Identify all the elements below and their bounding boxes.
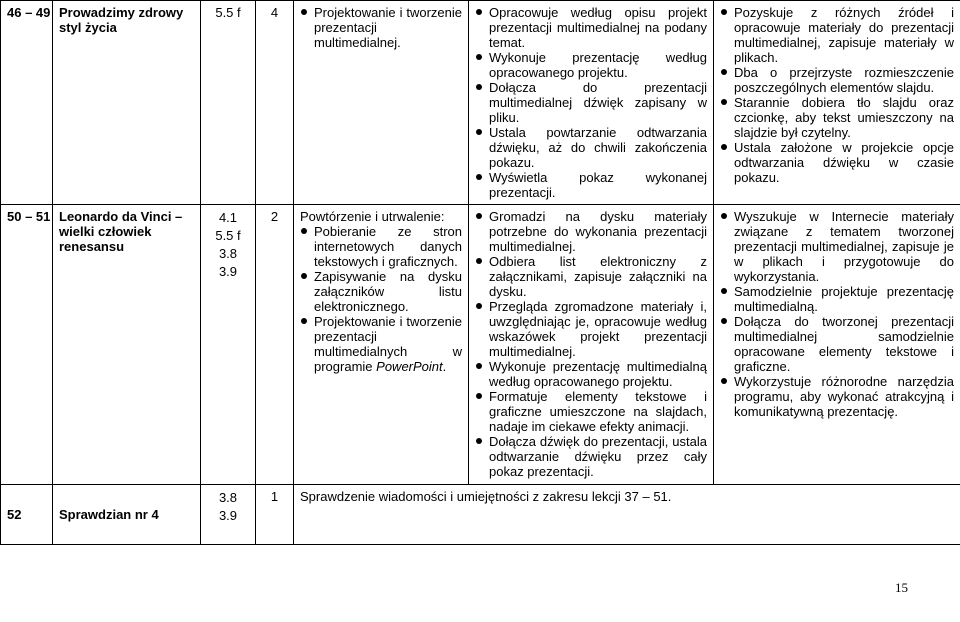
list-item: Przegląda zgromadzone materiały i, uwzględniając je, opracowuje według wskazówek projekt prezentacji multimedialnej. [475,299,707,359]
hours-count: 2 [256,205,294,485]
list-item: Ustala powtarzanie odtwarzania dźwięku, aż do chwili zakończenia pokazu. [475,125,707,170]
hours-count: 1 [256,485,294,545]
table-row [1,205,960,485]
list-item: Zapisywanie na dysku załączników listu elektronicznego. [300,269,462,314]
list-item: Pobieranie ze stron internetowych danych tekstowych i graficznych. [300,224,462,269]
list-item-text: Projektowanie i tworzenie prezentacji multimedialnych w programie [314,314,462,374]
list-item: Opracowuje według opisu projekt prezentacji multimedialnej na podany temat. [475,5,707,50]
lesson-topic: Sprawdzian nr 4 [53,485,201,545]
extended-requirements [714,1,960,205]
lesson-content [294,1,469,205]
table-row [1,1,960,205]
list-item: Wykonuje prezentację według opracowanego projektu. [475,50,707,80]
list-item-tail: . [442,359,447,374]
curriculum-codes [201,485,256,545]
code: 3.9 [218,264,238,279]
basic-requirements [469,205,714,485]
code: 4.1 [218,210,238,225]
code: 5.5 f [215,5,241,20]
test-summary: Sprawdzenie wiadomości i umiejętności z zakresu lekcji 37 – 51. [294,485,960,545]
code: 3.8 [218,490,238,505]
lesson-content [294,205,469,485]
basic-requirements [469,1,714,205]
list-item: Dba o przejrzyste rozmieszczenie poszczególnych elementów slajdu. [720,65,954,95]
list-item: Gromadzi na dysku materiały potrzebne do wykonania prezentacji multimedialnej. [475,209,707,254]
curriculum-codes [201,1,256,205]
list-item: Wyświetla pokaz wykonanej prezentacji. [475,170,707,200]
hours-count: 4 [256,1,294,205]
list-item: Odbiera list elektroniczny z załącznikami, zapisuje załączniki na dysku. [475,254,707,299]
code: 3.9 [218,508,238,523]
lesson-topic: Prowadzimy zdrowy styl życia [53,1,201,205]
list-item: Samodzielnie projektuje prezentację multimedialną. [720,284,954,314]
code: 3.8 [218,246,238,261]
list-item: Dołącza dźwięk do prezentacji, ustala odtwarzanie dźwięku przez cały pokaz prezentacji. [475,434,707,479]
program-name: PowerPoint [376,359,443,374]
extended-requirements [714,205,960,485]
list-item: Projektowanie i tworzenie prezentacji multimedialnej. [300,5,462,50]
lesson-topic: Leonardo da Vinci – wielki człowiek renesansu [53,205,201,485]
list-item: Starannie dobiera tło slajdu oraz czcionkę, aby tekst umieszczony na slajdzie był czytelny. [720,95,954,140]
list-item: Wykorzystuje różnorodne narzędzia programu, aby wykonać atrakcyjną i komunikatywną prezentację. [720,374,954,419]
list-item: Dołącza do tworzonej prezentacji multimedialnej samodzielnie opracowane elementy tekstowe i graficzne. [720,314,954,374]
list-item [300,314,462,374]
list-item: Pozyskuje z różnych źródeł i opracowuje materiały do prezentacji multimedialnej, zapisuje materiały w plikach. [720,5,954,65]
curriculum-codes [201,205,256,485]
code: 5.5 f [215,228,241,243]
list-item: Formatuje elementy tekstowe i graficzne umieszczone na slajdach, nadaje im ciekawe efekty animacji. [475,389,707,434]
list-item: Ustala założone w projekcie opcje odtwarzania dźwięku w czasie pokazu. [720,140,954,185]
table-row [1,485,960,545]
lesson-number: 46 – 49 [1,1,53,205]
content-intro: Powtórzenie i utrwalenie: [300,209,445,224]
page-number: 15 [895,580,908,595]
list-item: Wykonuje prezentację multimedialną według opracowanego projektu. [475,359,707,389]
lesson-number: 52 [1,485,53,545]
list-item: Wyszukuje w Internecie materiały związane z tematem tworzonej prezentacji multimedialnej, zapisuje je w plikach i przygotowuje do wykorzystania. [720,209,954,284]
lesson-number: 50 – 51 [1,205,53,485]
list-item: Dołącza do prezentacji multimedialnej dźwięk zapisany w pliku. [475,80,707,125]
